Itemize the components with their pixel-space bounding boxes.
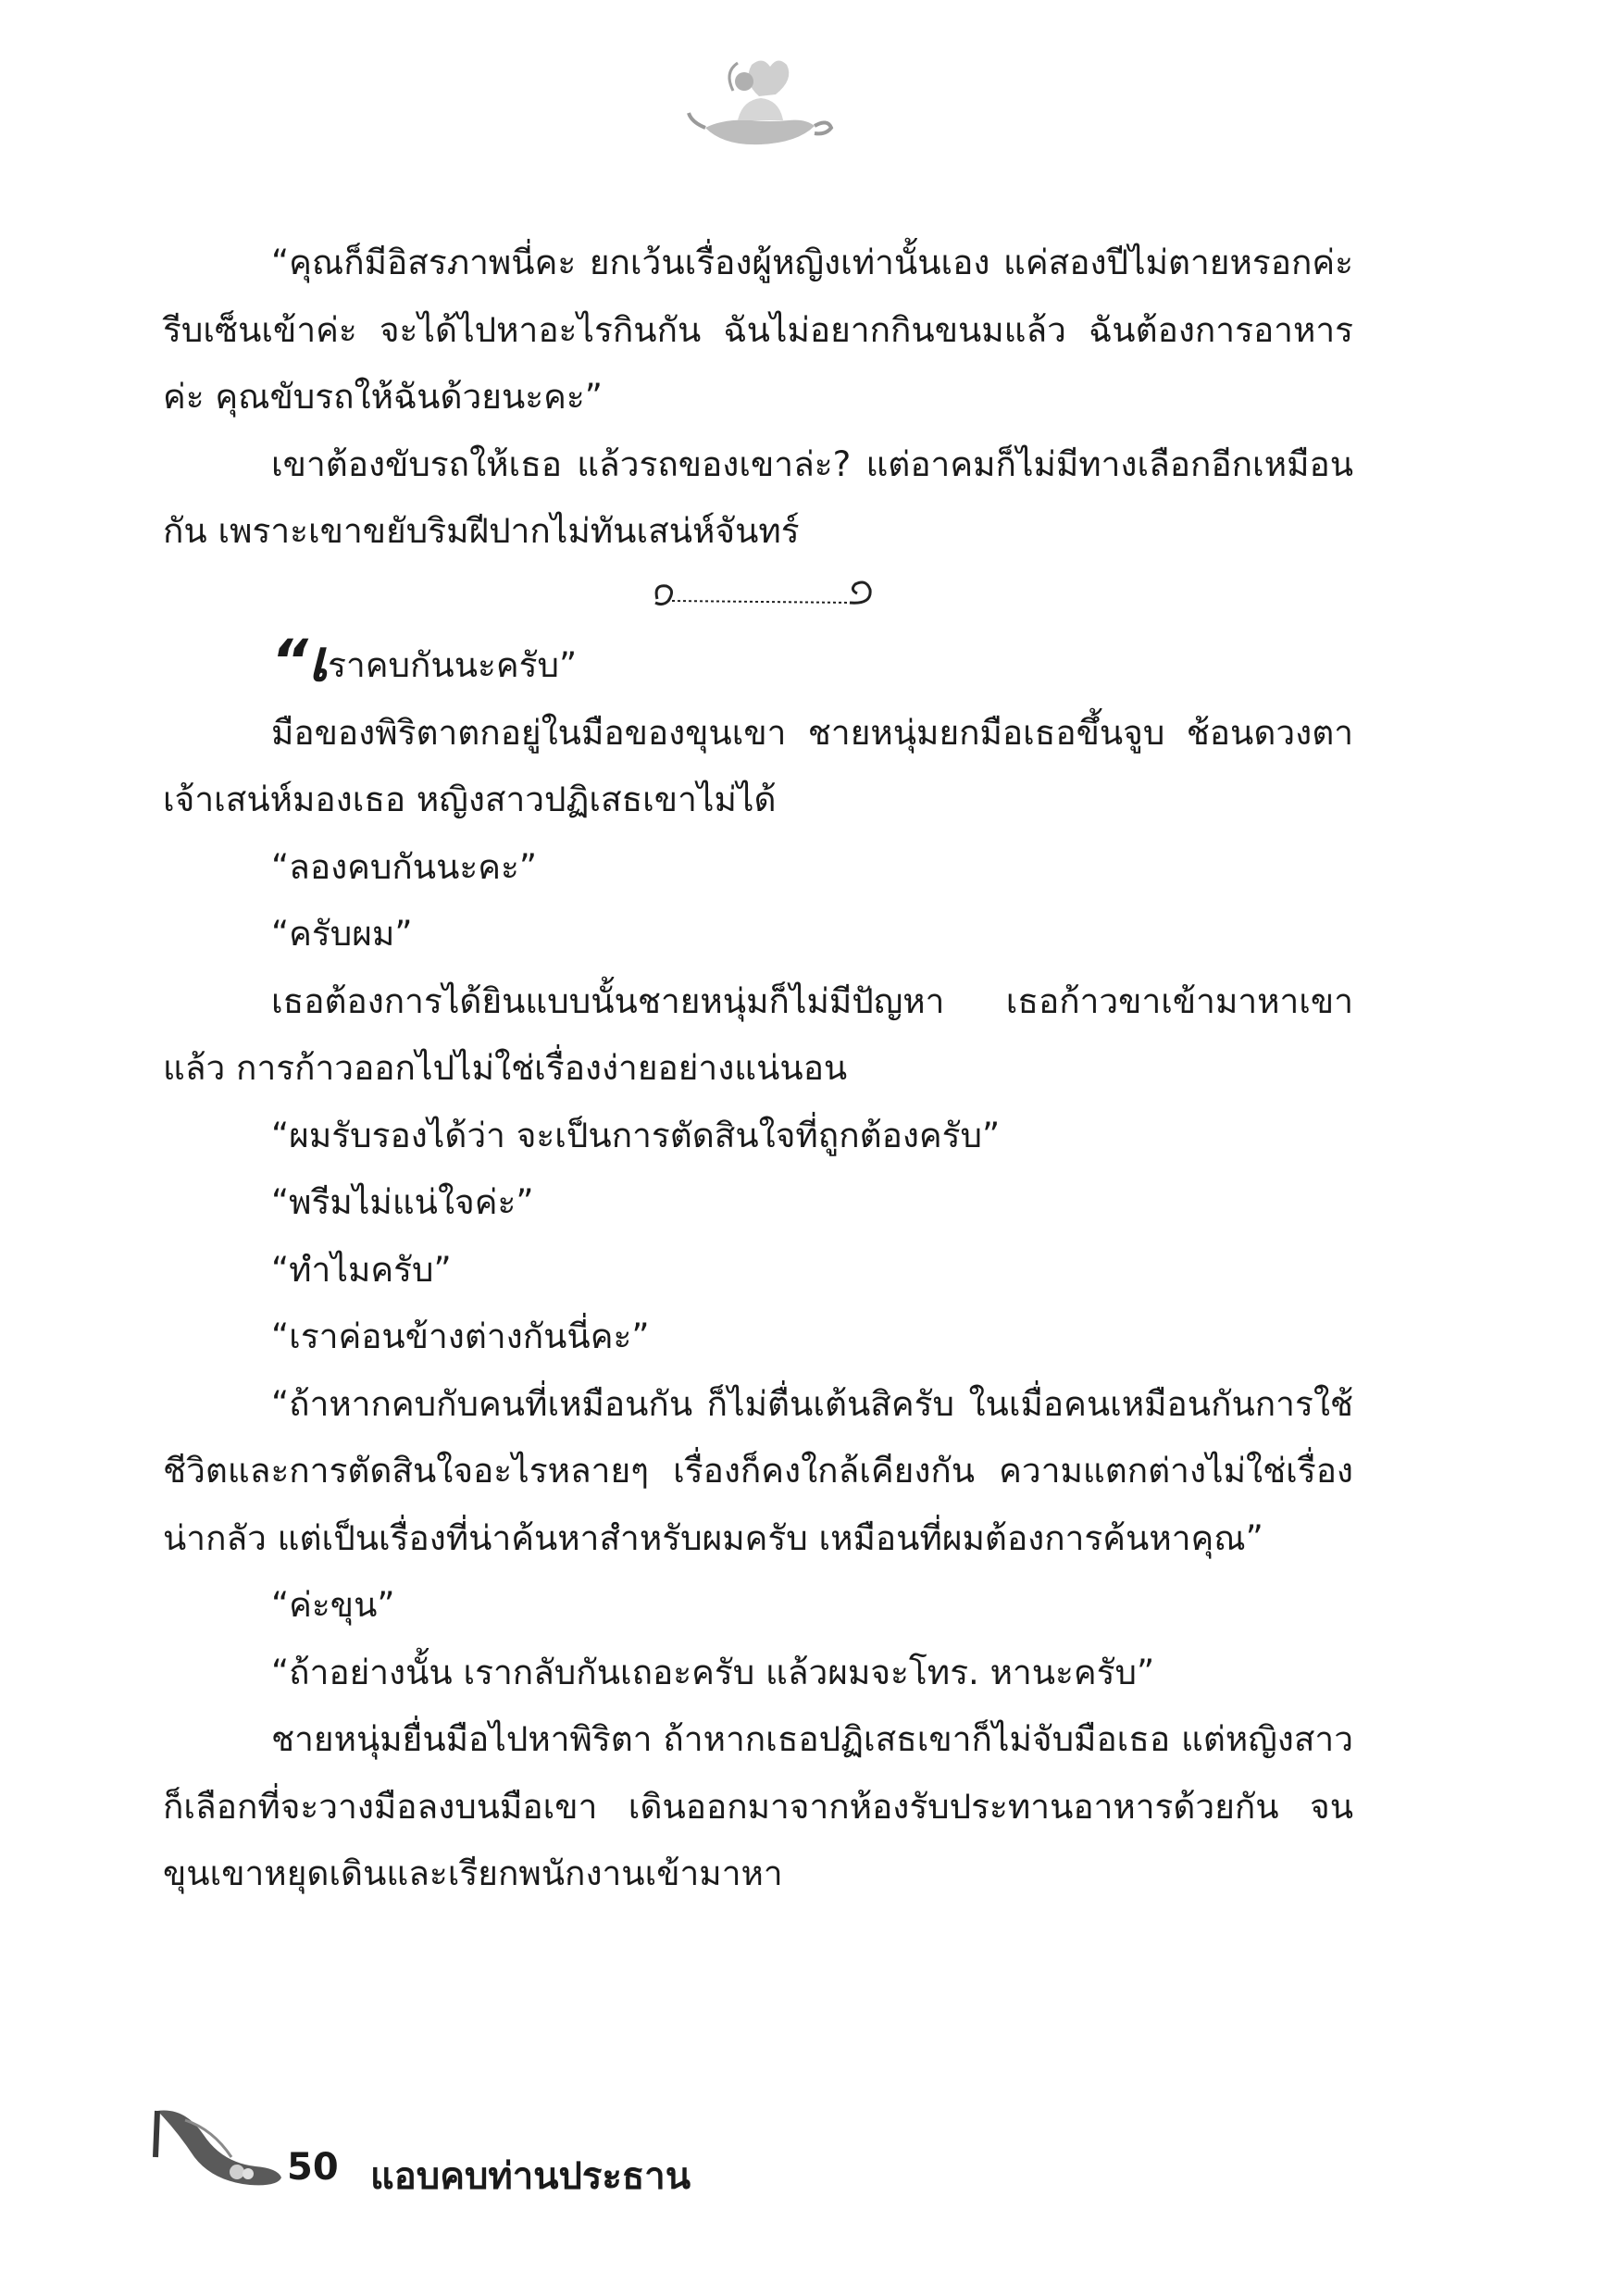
book-title: แอบคบท่านประธาน bbox=[370, 2155, 691, 2198]
high-heel-shoe-icon bbox=[148, 2092, 287, 2203]
swirl-divider-icon bbox=[644, 573, 885, 619]
paragraph: มือของพิริตาตกอยู่ในมือของขุนเขา ชายหนุ่มยกมือเธอขึ้นจูบ ช้อนดวงตาเจ้าเสน่ห์มองเธอ หญิงสาวปฏิเสธเขาไม่ได้ bbox=[163, 712, 1353, 819]
dropcap-letter: “เ bbox=[271, 627, 329, 694]
paragraph: “ค่ะขุน” bbox=[271, 1585, 395, 1625]
paragraph: “ทำไมครับ” bbox=[271, 1249, 452, 1290]
paragraph: เธอต้องการได้ยินแบบนั้นชายหนุ่มก็ไม่มีปัญหา เธอก้าวขาเข้ามาหาเขาแล้ว การก้าวออกไปไม่ใช่เรื่องง่ายอย่างแน่นอน bbox=[163, 980, 1353, 1088]
paragraph: “ครับผม” bbox=[271, 914, 413, 954]
paragraph: “ถ้าอย่างนั้น เรากลับกันเถอะครับ แล้วผมจะโทร. หานะครับ” bbox=[271, 1652, 1155, 1692]
paragraph: ชายหนุ่มยื่นมือไปหาพิริตา ถ้าหากเธอปฏิเสธเขาก็ไม่จับมือเธอ แต่หญิงสาวก็เลือกที่จะวางมือลงบนมือเขา เดินออกมาจากห้องรับประทานอาหารด้วยกัน จนขุนเขาหยุดเดินและเรียกพนักงานเข้ามาหา bbox=[163, 1719, 1353, 1893]
paragraph: “เราค่อนข้างต่างกันนี่คะ” bbox=[271, 1316, 650, 1356]
page-number: 50 bbox=[287, 2146, 339, 2189]
dropcap-paragraph: “เราคบกันนะครับ” bbox=[271, 627, 578, 694]
scene-divider bbox=[163, 566, 1353, 633]
paragraph: “คุณก็มีอิสรภาพนี่คะ ยกเว้นเรื่องผู้หญิงเท่านั้นเอง แค่สองปีไม่ตายหรอกค่ะ รีบเซ็นเข้าค่ะ จะได้ไปหาอะไรกินกัน ฉันไม่อยากกินขนมแล้ว ฉันต้องการอาหารค่ะ คุณขับรถให้ฉันด้วยนะคะ” bbox=[163, 243, 1353, 417]
body-text bbox=[163, 230, 1353, 1908]
paragraph: “ถ้าหากคบกับคนที่เหมือนกัน ก็ไม่ตื่นเต้นสิครับ ในเมื่อคนเหมือนกันการใช้ชีวิตและการตัดสินใจอะไรหลายๆ เรื่องก็คงใกล้เคียงกัน ความแตกต่างไม่ใช่เรื่องน่ากลัว แต่เป็นเรื่องที่น่าค้นหาสำหรับผมครับ เหมือนที่ผมต้องการค้นหาคุณ” bbox=[163, 1383, 1353, 1558]
paragraph: “ลองคบกันนะคะ” bbox=[271, 846, 538, 887]
page-footer bbox=[148, 2092, 889, 2222]
cupid-teapot-ornament-icon bbox=[687, 54, 835, 156]
paragraph: “ผมรับรองได้ว่า จะเป็นการตัดสินใจที่ถูกต้องครับ” bbox=[271, 1115, 1001, 1155]
paragraph: “พรีมไม่แน่ใจค่ะ” bbox=[271, 1182, 534, 1222]
paragraph: เขาต้องขับรถให้เธอ แล้วรถของเขาล่ะ? แต่อาคมก็ไม่มีทางเลือกอีกเหมือนกัน เพราะเขาขยับริมฝีปากไม่ทันเสน่ห์จันทร์ bbox=[163, 443, 1353, 551]
